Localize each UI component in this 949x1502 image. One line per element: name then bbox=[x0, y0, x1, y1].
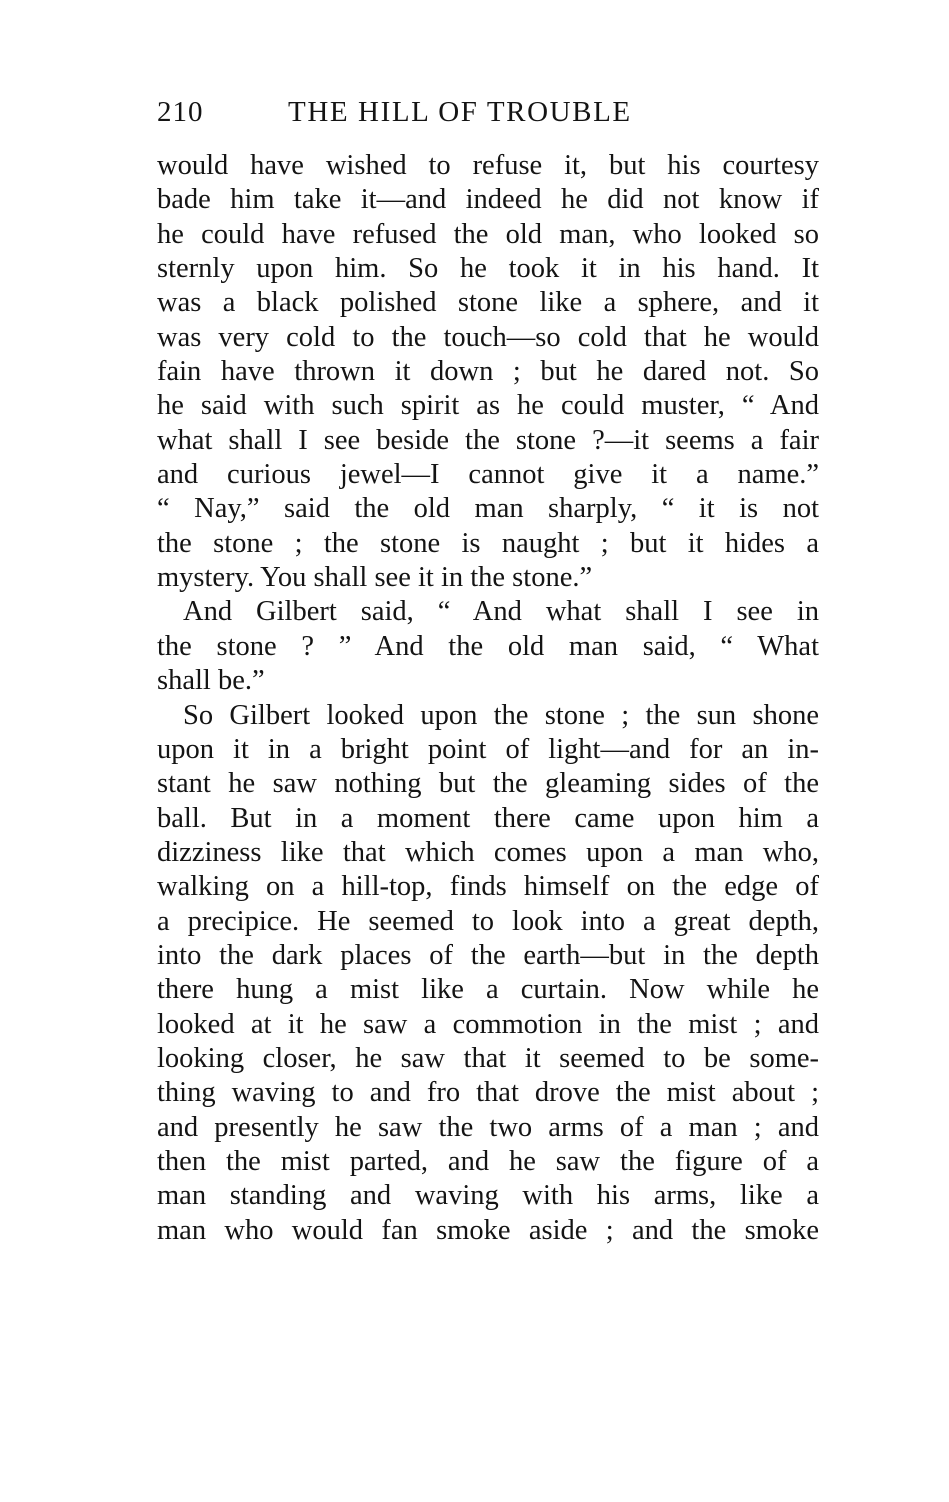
text-line: a precipice. He seemed to look into a great depth, bbox=[157, 905, 819, 937]
text-line: shall be.” bbox=[157, 665, 265, 697]
text-line: was very cold to the touch—so cold that he would bbox=[157, 321, 819, 353]
text-line: then the mist parted, and he saw the figure of a bbox=[157, 1145, 819, 1177]
text-line: So Gilbert looked upon the stone ; the sun shone bbox=[183, 699, 819, 731]
page-header bbox=[157, 96, 819, 136]
text-line: looked at it he saw a commotion in the mist ; and bbox=[157, 1008, 819, 1040]
text-line: was a black polished stone like a sphere, and it bbox=[157, 287, 819, 319]
text-line: mystery. You shall see it in the stone.” bbox=[157, 562, 593, 594]
text-line: man who would fan smoke aside ; and the smoke bbox=[157, 1214, 819, 1246]
text-line: man standing and waving with his arms, like a bbox=[157, 1180, 819, 1212]
text-line: the stone ? ” And the old man said, “ What bbox=[157, 630, 819, 662]
text-line: walking on a hill-top, finds himself on the edge of bbox=[157, 871, 819, 903]
text-line: ball. But in a moment there came upon him a bbox=[157, 802, 819, 834]
text-line: there hung a mist like a curtain. Now while he bbox=[157, 974, 819, 1006]
text-line: into the dark places of the earth—but in the depth bbox=[157, 939, 819, 971]
text-line: stant he saw nothing but the gleaming sides of the bbox=[157, 768, 819, 800]
text-line: the stone ; the stone is naught ; but it hides a bbox=[157, 527, 819, 559]
text-line: “ Nay,” said the old man sharply, “ it is not bbox=[157, 493, 819, 525]
text-line: fain have thrown it down ; but he dared not. So bbox=[157, 356, 819, 388]
text-line: and presently he saw the two arms of a man ; and bbox=[157, 1111, 819, 1143]
page-number: 210 bbox=[157, 96, 204, 128]
text-line: upon it in a bright point of light—and for an in- bbox=[157, 733, 819, 765]
text-line: dizziness like that which comes upon a man who, bbox=[157, 836, 819, 868]
text-line: sternly upon him. So he took it in his hand. It bbox=[157, 253, 819, 285]
text-line: And Gilbert said, “ And what shall I see in bbox=[183, 596, 819, 628]
text-line: he said with such spirit as he could muster, “ And bbox=[157, 390, 819, 422]
body-text bbox=[157, 149, 819, 1248]
text-line: would have wished to refuse it, but his courtesy bbox=[157, 150, 819, 181]
text-line: he could have refused the old man, who looked so bbox=[157, 218, 819, 250]
text-line: thing waving to and fro that drove the mist about ; bbox=[157, 1077, 819, 1109]
text-line: looking closer, he saw that it seemed to be some- bbox=[157, 1042, 819, 1074]
text-line: and curious jewel—I cannot give it a name.” bbox=[157, 459, 819, 491]
text-line: what shall I see beside the stone ?—it seems a fair bbox=[157, 424, 819, 456]
text-line: bade him take it—and indeed he did not know if bbox=[157, 184, 819, 216]
running-title: THE HILL OF TROUBLE bbox=[288, 96, 632, 128]
